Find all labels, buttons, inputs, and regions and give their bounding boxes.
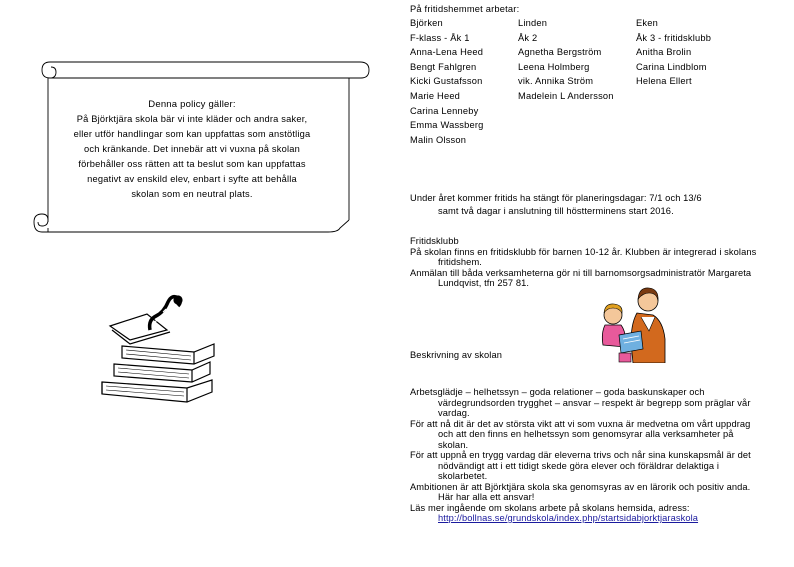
staff-name: Malin Olsson <box>410 134 467 145</box>
column-name: Eken <box>636 18 658 28</box>
policy-text-block <box>58 97 326 202</box>
column-name: Björken <box>410 18 443 28</box>
fritidsklubb-line: fritidshem. <box>438 257 482 267</box>
beskrivning-line: skolarbetet. <box>438 471 488 481</box>
staff-name: Anna-Lena Heed <box>410 47 484 58</box>
staff-name: Bengt Fahlgren <box>410 61 477 72</box>
beskrivning-line: och att den finns en helhetssyn som genomsyrar alla verksamheter på <box>438 429 734 439</box>
policy-line: skolan som en neutral plats. <box>131 189 253 199</box>
fritidsklubb-heading: Fritidsklubb <box>410 236 459 246</box>
beskrivning-line: Arbetsglädje – helhetssyn – goda relationer – goda baskunskaper och <box>410 387 705 397</box>
staff-name: Leena Holmberg <box>518 61 590 72</box>
staff-name: Agnetha Bergström <box>518 47 602 58</box>
beskrivning-line: vardag. <box>438 408 470 418</box>
closed-days-line: Under året kommer fritids ha stängt för planeringsdagar: 7/1 och 13/6 <box>410 193 702 203</box>
staff-name: vik. Annika Ström <box>518 76 594 87</box>
fritidsklubb-line: Lundqvist, tfn 257 81. <box>438 278 530 288</box>
column-name: Linden <box>518 18 548 28</box>
beskrivning-line: Läs mer ingående om skolans arbete på skolans hemsida, adress: <box>410 502 690 513</box>
beskrivning-line: För att uppnå en trygg vardag där eleverna trivs och når sina kunskapsmål är det <box>410 450 751 460</box>
beskrivning-line: Här har alla ett ansvar! <box>438 492 535 502</box>
policy-line: På Björktjära skola bär vi inte kläder och andra saker, <box>76 114 308 124</box>
staff-name: Anitha Brolin <box>636 47 692 58</box>
staff-name: Kicki Gustafsson <box>410 76 483 87</box>
school-website-link[interactable]: http://bollnas.se/grundskola/index.php/startsidabjorktjaraskola <box>438 513 699 523</box>
staff-column-linden <box>518 16 614 104</box>
column-group: F-klass - Åk 1 <box>410 32 470 43</box>
staff-name: Carina Lenneby <box>410 105 479 116</box>
beskrivning-heading: Beskrivning av skolan <box>410 350 503 360</box>
beskrivning-line: värdegrundsorden trygghet – ansvar – respekt är begrepp som präglar vår <box>438 397 751 408</box>
beskrivning-line: skolan. <box>438 439 469 450</box>
staff-name: Helena Ellert <box>636 76 692 87</box>
policy-heading: Denna policy gäller: <box>148 99 236 110</box>
beskrivning-line: För att nå dit är det av största vikt att vi som vuxna är medvetna om vårt uppdrag <box>410 418 751 429</box>
staff-name: Carina Lindblom <box>636 61 707 72</box>
policy-line: eller utför handlingar som kan uppfattas som anstötliga <box>73 129 311 139</box>
policy-line: negativt av enskild elev, enbart i syfte att behålla <box>87 174 297 184</box>
staff-column-eken <box>636 16 711 89</box>
column-group: Åk 3 - fritidsklubb <box>636 32 712 43</box>
closed-days-line: samt två dagar i anslutning till höstterminens start 2016. <box>438 206 674 216</box>
fritidsklubb-section <box>410 236 780 289</box>
beskrivning-line: Ambitionen är att Björktjära skola ska genomsyras av en lärorik och positiv anda. <box>410 481 751 492</box>
policy-line: och kränkande. Det innebär att vi vuxna på skolan <box>83 144 300 154</box>
beskrivning-body <box>410 387 780 524</box>
policy-line: förbehåller oss rätten att ta beslut som kan uppfattas <box>78 159 306 169</box>
closed-days-text <box>410 192 780 218</box>
column-group: Åk 2 <box>518 32 538 43</box>
fritidsklubb-line: Anmälan till båda verksamheterna gör ni till barnomsorgsadministratör Margareta <box>410 267 752 278</box>
fritidsklubb-line: På skolan finns en fritidsklubb för barnen 10-12 år. Klubben är integrerad i skolans <box>410 246 757 257</box>
beskrivning-line: nödvändigt att i ett tidigt skede göra elever och föräldrar delaktiga i <box>438 460 720 471</box>
staff-column-bjorken <box>410 16 484 147</box>
fritids-heading: På fritidshemmet arbetar: <box>410 4 520 14</box>
books-with-worm-icon <box>92 290 222 410</box>
staff-name: Emma Wassberg <box>410 120 484 131</box>
staff-name: Madelein L Andersson <box>518 90 614 101</box>
staff-name: Marie Heed <box>410 90 461 101</box>
link-wrapper <box>410 513 780 524</box>
